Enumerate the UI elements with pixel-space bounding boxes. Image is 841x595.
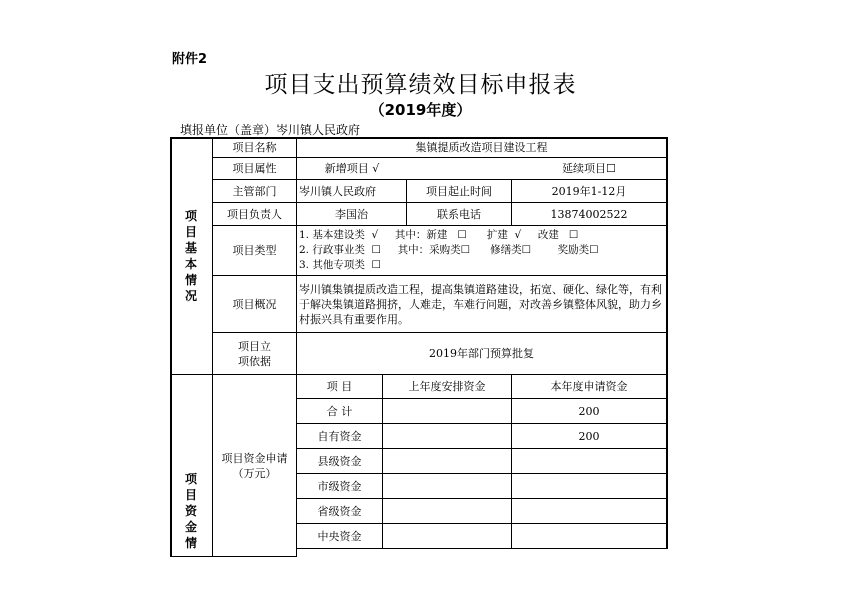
- funds-section-cell: [170, 375, 213, 557]
- row-curr: [512, 474, 668, 499]
- header-prev: 上年度安排资金: [383, 375, 512, 399]
- owner-value: 李国治: [297, 203, 407, 226]
- row-curr: 200: [512, 399, 668, 424]
- basic-section-label: 项目基本情况: [184, 208, 197, 303]
- type-line-1: 1. 基本建设类 √ 其中：新建 ☐ 扩建 √ 改建 ☐: [299, 229, 579, 241]
- row-prev: [383, 474, 512, 499]
- row-item: 省级资金: [297, 499, 383, 524]
- row-item: 县级资金: [297, 449, 383, 474]
- row-curr: [512, 499, 668, 524]
- overview-text: 岑川镇集镇提质改造工程，提高集镇道路建设，拓宽、硬化、绿化等，有利于解决集镇道路拥挤，人难走，车难行问题，对改善乡镇整体风貌，助力乡村振兴具有重要作用。: [297, 276, 668, 333]
- row-prev: [383, 424, 512, 449]
- basic-section-cell: [170, 137, 213, 375]
- period-value: 2019年1-12月: [512, 180, 668, 203]
- attachment-label: 附件2: [172, 52, 208, 67]
- row-prev: [383, 449, 512, 474]
- basis-value: 2019年部门预算批复: [297, 333, 668, 375]
- type-line-3: 3. 其他专项类 ☐: [299, 259, 381, 271]
- attr-spacer: [407, 158, 512, 180]
- overview-label: 项目概况: [213, 276, 297, 333]
- row-item: 市级资金: [297, 474, 383, 499]
- row-curr: [512, 449, 668, 474]
- project-name: 集镇提质改造项目建设工程: [297, 137, 668, 158]
- row-prev: [383, 399, 512, 424]
- header-item: 项 目: [297, 375, 383, 399]
- row-item: 自有资金: [297, 424, 383, 449]
- apply-label: 项目资金申请（万元）: [213, 375, 297, 557]
- row-prev: [383, 499, 512, 524]
- period-label: 项目起止时间: [407, 180, 512, 203]
- row-prev: [383, 524, 512, 549]
- dept-label: 主管部门: [213, 180, 297, 203]
- row-item: 合 计: [297, 399, 383, 424]
- phone-value: 13874002522: [512, 203, 668, 226]
- type-options: [297, 226, 668, 276]
- name-label: 项目名称: [213, 137, 297, 158]
- row-curr: [512, 524, 668, 549]
- row-curr: 200: [512, 424, 668, 449]
- funds-section-label: 项目资金情: [184, 472, 197, 550]
- phone-label: 联系电话: [407, 203, 512, 226]
- type-line-2: 2. 行政事业类 ☐ 其中：采购类☐ 修缮类☐ 奖励类☐: [299, 244, 599, 256]
- attr-new: 新增项目 √: [297, 158, 407, 180]
- attr-continuing: 延续项目☐: [512, 158, 668, 180]
- year-label: （2019年度）: [369, 101, 472, 119]
- header-curr: 本年度申请资金: [512, 375, 668, 399]
- owner-label: 项目负责人: [213, 203, 297, 226]
- reporting-unit: 填报单位（盖章）岑川镇人民政府: [180, 123, 361, 137]
- dept-value: 岑川镇人民政府: [297, 180, 407, 203]
- type-label: 项目类型: [213, 226, 297, 276]
- page-title: 项目支出预算绩效目标申报表: [264, 72, 577, 98]
- row-item: 中央资金: [297, 524, 383, 549]
- basis-label: 项目立项依据: [213, 333, 297, 375]
- attr-label: 项目属性: [213, 158, 297, 180]
